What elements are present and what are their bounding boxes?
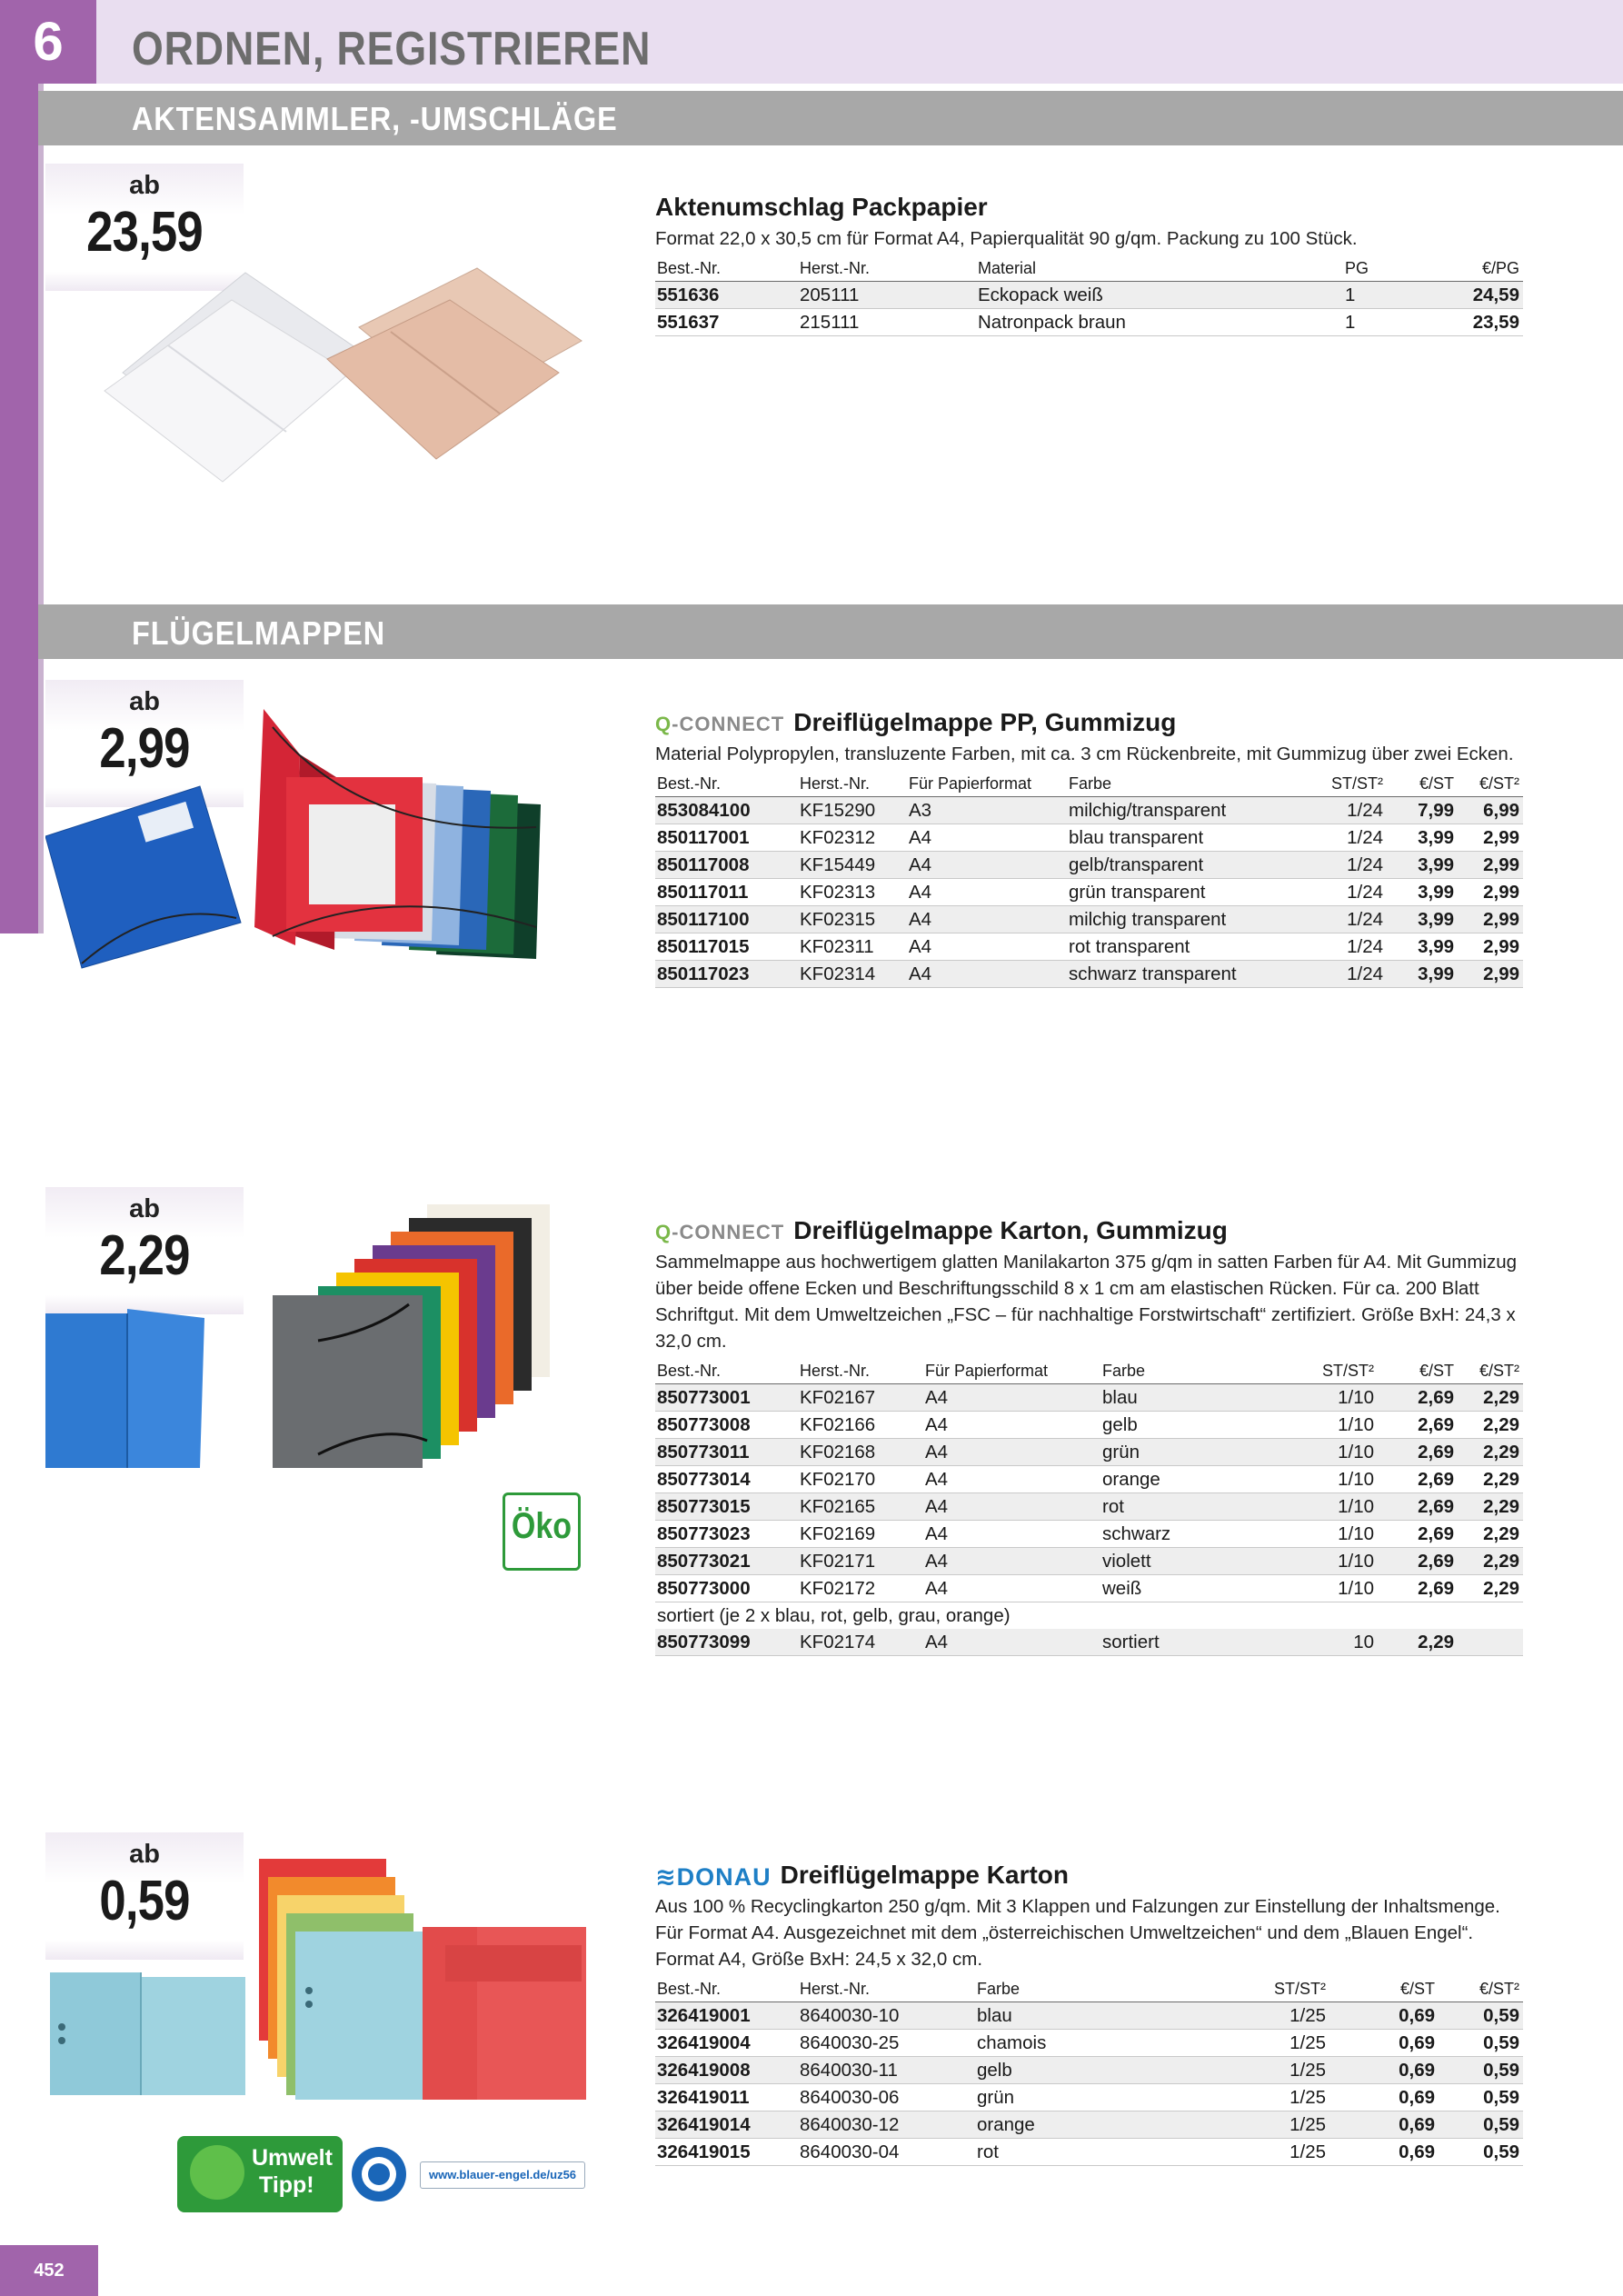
table-cell: 1/24 [1305, 797, 1387, 824]
table-row [655, 1575, 1523, 1602]
table-cell: 1/24 [1305, 961, 1387, 988]
table-row [655, 824, 1523, 852]
spec-table [655, 1976, 1523, 2166]
table-cell: KF02166 [798, 1412, 923, 1439]
table-cell: 8640030-06 [798, 2084, 975, 2111]
table-cell: KF02313 [798, 879, 907, 906]
table-cell: 3,99 [1387, 961, 1458, 988]
column-header: ST/ST² [1305, 771, 1387, 797]
table-cell: blau [1100, 1384, 1282, 1412]
cell: Eckopack weiß [976, 282, 1343, 309]
table-cell: 2,69 [1378, 1466, 1458, 1493]
table-cell [1458, 1629, 1523, 1656]
table-cell: 0,59 [1439, 2002, 1523, 2030]
table-row [655, 1439, 1523, 1466]
column-header: ST/ST² [1211, 1976, 1329, 2002]
table-cell: 8640030-12 [798, 2111, 975, 2139]
table-row [655, 906, 1523, 933]
cell: 23,59 [1423, 309, 1523, 336]
table-cell: 8640030-10 [798, 2002, 975, 2030]
cell: 205111 [798, 282, 976, 309]
column-header: Best.-Nr. [655, 771, 798, 797]
table-cell: 850117008 [655, 852, 798, 879]
table-cell: grün transparent [1067, 879, 1305, 906]
table-row [655, 309, 1523, 336]
column-header: Für Papierformat [923, 1358, 1100, 1384]
side-bar [0, 84, 38, 933]
price-value: 0,59 [99, 1870, 190, 1932]
table-cell: 850773015 [655, 1493, 798, 1521]
table-cell: A4 [923, 1629, 1100, 1656]
table-cell: grün [975, 2084, 1211, 2111]
table-cell: 1/10 [1282, 1493, 1378, 1521]
table-cell: A4 [907, 933, 1067, 961]
column-header: Farbe [975, 1976, 1211, 2002]
table-cell: 2,99 [1458, 824, 1523, 852]
product-description: Format 22,0 x 30,5 cm für Format A4, Papierqualität 90 g/qm. Packung zu 100 Stück. [655, 228, 1358, 249]
table-cell: 850773021 [655, 1548, 798, 1575]
table-cell: 10 [1282, 1629, 1378, 1656]
product-image-aktenumschlag [86, 264, 586, 491]
table-cell: 1/24 [1305, 933, 1387, 961]
umwelt-tipp-label: Tipp! [259, 2172, 314, 2198]
table-cell: grün [1100, 1439, 1282, 1466]
table-cell: milchig/transparent [1067, 797, 1305, 824]
product-title-line [655, 706, 1523, 739]
cell: 24,59 [1423, 282, 1523, 309]
table-cell: 1/10 [1282, 1575, 1378, 1602]
table-cell: 2,99 [1458, 852, 1523, 879]
spec-table [655, 1358, 1523, 1656]
column-header: Farbe [1067, 771, 1305, 797]
table-cell: 1/25 [1211, 2057, 1329, 2084]
table-cell: 1/25 [1211, 2002, 1329, 2030]
table-cell: KF02315 [798, 906, 907, 933]
table-cell: chamois [975, 2030, 1211, 2057]
table-cell: 850773099 [655, 1629, 798, 1656]
table-row [655, 2084, 1523, 2111]
table-header [655, 1976, 1523, 2002]
table-row [655, 879, 1523, 906]
page-number: 452 [0, 2245, 98, 2296]
table-cell: 1/24 [1305, 824, 1387, 852]
column-header: €/PG [1423, 255, 1523, 282]
table-cell: orange [1100, 1466, 1282, 1493]
column-header: Herst.-Nr. [798, 255, 976, 282]
table-cell: 1/24 [1305, 906, 1387, 933]
table-cell: 850773008 [655, 1412, 798, 1439]
table-cell: 850117011 [655, 879, 798, 906]
price-prefix: ab [129, 1194, 160, 1223]
table-cell: 2,69 [1378, 1521, 1458, 1548]
table-row [655, 2030, 1523, 2057]
price-value: 2,29 [99, 1224, 190, 1287]
table-cell: 1/25 [1211, 2139, 1329, 2166]
table-cell: gelb [975, 2057, 1211, 2084]
table-cell: 1/25 [1211, 2084, 1329, 2111]
table-row [655, 282, 1523, 309]
product-donau-mappe [655, 1859, 1523, 2166]
price-prefix: ab [129, 687, 160, 716]
cell: 551636 [655, 282, 798, 309]
table-header [655, 771, 1523, 797]
table-row [655, 1548, 1523, 1575]
table-cell: 8640030-25 [798, 2030, 975, 2057]
product-image-dreifluegelmappe-pp [45, 700, 591, 973]
column-header: Best.-Nr. [655, 1358, 798, 1384]
table-cell: 2,29 [1458, 1439, 1523, 1466]
cell: 215111 [798, 309, 976, 336]
column-header: €/ST [1329, 1976, 1439, 2002]
table-cell: 3,99 [1387, 879, 1458, 906]
table-cell: A4 [907, 906, 1067, 933]
product-title: Dreiflügelmappe Karton, Gummizug [793, 1216, 1228, 1244]
table-cell: 2,29 [1378, 1629, 1458, 1656]
table-cell: A3 [907, 797, 1067, 824]
product-image-donau-mappe [45, 1854, 591, 2100]
price-prefix: ab [129, 1840, 160, 1869]
table-row [655, 797, 1523, 824]
table-cell: 326419001 [655, 2002, 798, 2030]
table-cell: A4 [923, 1412, 1100, 1439]
table-cell: 2,29 [1458, 1521, 1523, 1548]
table-cell: 1/10 [1282, 1439, 1378, 1466]
q-connect-logo: Q-CONNECT [655, 712, 785, 735]
table-cell: 2,69 [1378, 1548, 1458, 1575]
product-dreifluegelmappe-pp [655, 706, 1523, 988]
product-title: Aktenumschlag Packpapier [655, 193, 988, 221]
column-header: €/ST² [1458, 771, 1523, 797]
table-cell: 326419008 [655, 2057, 798, 2084]
table-cell: 2,99 [1458, 879, 1523, 906]
chapter-number: 6 [0, 0, 96, 84]
table-cell: 7,99 [1387, 797, 1458, 824]
column-header: €/ST² [1439, 1976, 1523, 2002]
table-row [655, 2139, 1523, 2166]
table-header [655, 1358, 1523, 1384]
product-description: Material Polypropylen, transluzente Farben, mit ca. 3 cm Rückenbreite, mit Gummizug über zwei Ecken. [655, 744, 1514, 764]
table-cell: schwarz transparent [1067, 961, 1305, 988]
table-cell: KF02169 [798, 1521, 923, 1548]
table-cell: 2,29 [1458, 1412, 1523, 1439]
table-cell: milchig transparent [1067, 906, 1305, 933]
table-cell: 1/25 [1211, 2111, 1329, 2139]
table-cell: blau transparent [1067, 824, 1305, 852]
price-value: 2,99 [99, 717, 190, 780]
table-cell: A4 [907, 852, 1067, 879]
section-title-fluegelmappen: FLÜGELMAPPEN [132, 614, 386, 652]
column-header: PG [1343, 255, 1423, 282]
table-cell: 1/10 [1282, 1548, 1378, 1575]
table-cell: 1/10 [1282, 1384, 1378, 1412]
table-row [655, 961, 1523, 988]
spec-table [655, 255, 1523, 336]
column-header: Herst.-Nr. [798, 1976, 975, 2002]
table-cell: 2,29 [1458, 1575, 1523, 1602]
table-cell: KF02172 [798, 1575, 923, 1602]
column-header: Herst.-Nr. [798, 771, 907, 797]
table-cell: KF02174 [798, 1629, 923, 1656]
table-cell: A4 [923, 1493, 1100, 1521]
table-cell: 8640030-11 [798, 2057, 975, 2084]
product-title-line [655, 1214, 1523, 1247]
umwelt-tipp-label: Umwelt [252, 2145, 333, 2171]
table-row [655, 1629, 1523, 1656]
table-cell: KF15290 [798, 797, 907, 824]
column-header: €/ST [1378, 1358, 1458, 1384]
table-cell: 0,69 [1329, 2030, 1439, 2057]
cell: Natronpack braun [976, 309, 1343, 336]
table-cell: 2,69 [1378, 1493, 1458, 1521]
column-header: Best.-Nr. [655, 1976, 798, 2002]
table-cell: KF02314 [798, 961, 907, 988]
table-cell: A4 [923, 1384, 1100, 1412]
table-row [655, 1493, 1523, 1521]
column-header: Farbe [1100, 1358, 1282, 1384]
table-cell: rot transparent [1067, 933, 1305, 961]
table-cell: 850773023 [655, 1521, 798, 1548]
table-cell: 0,69 [1329, 2002, 1439, 2030]
table-cell: 850773014 [655, 1466, 798, 1493]
oeko-badge [503, 1492, 581, 1571]
table-cell: 8640030-04 [798, 2139, 975, 2166]
table-cell: 0,69 [1329, 2111, 1439, 2139]
table-cell: 326419015 [655, 2139, 798, 2166]
oeko-badge-label: Öko [511, 1506, 573, 1546]
column-header: €/ST [1387, 771, 1458, 797]
table-cell: 2,29 [1458, 1466, 1523, 1493]
table-cell: 0,59 [1439, 2084, 1523, 2111]
table-cell: 1/10 [1282, 1466, 1378, 1493]
table-cell: KF02311 [798, 933, 907, 961]
column-header: ST/ST² [1282, 1358, 1378, 1384]
table-cell: KF02165 [798, 1493, 923, 1521]
price-prefix: ab [129, 171, 160, 200]
table-row [655, 1412, 1523, 1439]
table-cell: 2,99 [1458, 933, 1523, 961]
table-cell: 1/10 [1282, 1412, 1378, 1439]
table-cell: 3,99 [1387, 852, 1458, 879]
table-cell: 2,29 [1458, 1493, 1523, 1521]
table-cell: 2,69 [1378, 1439, 1458, 1466]
column-header: €/ST² [1458, 1358, 1523, 1384]
cell: 551637 [655, 309, 798, 336]
table-cell: 3,99 [1387, 824, 1458, 852]
table-cell: 326419011 [655, 2084, 798, 2111]
table-cell: 0,59 [1439, 2139, 1523, 2166]
table-cell: violett [1100, 1548, 1282, 1575]
column-header: Für Papierformat [907, 771, 1067, 797]
table-row [655, 852, 1523, 879]
table-cell: 0,69 [1329, 2057, 1439, 2084]
table-cell: rot [975, 2139, 1211, 2166]
table-cell: KF15449 [798, 852, 907, 879]
product-title: Dreiflügelmappe PP, Gummizug [793, 708, 1177, 736]
table-cell: A4 [923, 1575, 1100, 1602]
table-cell: 0,59 [1439, 2030, 1523, 2057]
product-dreifluegelmappe-karton [655, 1214, 1523, 1656]
table-row [655, 2057, 1523, 2084]
table-cell: A4 [923, 1521, 1100, 1548]
table-cell: A4 [923, 1439, 1100, 1466]
table-cell: 0,59 [1439, 2111, 1523, 2139]
cell: 1 [1343, 282, 1423, 309]
q-connect-logo: Q-CONNECT [655, 1220, 785, 1243]
table-row [655, 2111, 1523, 2139]
side-bar-edge [38, 84, 44, 933]
table-cell: KF02168 [798, 1439, 923, 1466]
checkmark-icon [190, 2145, 244, 2200]
umwelt-tipp-badge [177, 2136, 343, 2212]
table-cell: 853084100 [655, 797, 798, 824]
table-cell: A4 [907, 824, 1067, 852]
table-cell: A4 [923, 1466, 1100, 1493]
table-cell: 850117023 [655, 961, 798, 988]
table-cell: 2,69 [1378, 1412, 1458, 1439]
table-header [655, 255, 1523, 282]
table-cell: 326419014 [655, 2111, 798, 2139]
table-row [655, 1466, 1523, 1493]
table-cell: A4 [923, 1548, 1100, 1575]
table-cell: A4 [907, 961, 1067, 988]
blauer-engel-icon [350, 2145, 408, 2203]
table-cell: 0,59 [1439, 2057, 1523, 2084]
cell: 1 [1343, 309, 1423, 336]
table-cell: 0,69 [1329, 2084, 1439, 2111]
table-cell: 850773011 [655, 1439, 798, 1466]
table-cell: schwarz [1100, 1521, 1282, 1548]
table-note-row [655, 1602, 1523, 1630]
table-cell: 326419004 [655, 2030, 798, 2057]
table-cell: 850117015 [655, 933, 798, 961]
table-cell: 0,69 [1329, 2139, 1439, 2166]
table-cell: 1/24 [1305, 852, 1387, 879]
table-cell: KF02167 [798, 1384, 923, 1412]
table-cell: 1/24 [1305, 879, 1387, 906]
table-row [655, 1521, 1523, 1548]
product-title-line [655, 1859, 1523, 1892]
table-cell: blau [975, 2002, 1211, 2030]
table-cell: orange [975, 2111, 1211, 2139]
column-header: Best.-Nr. [655, 255, 798, 282]
table-cell: 850773000 [655, 1575, 798, 1602]
table-cell: 6,99 [1458, 797, 1523, 824]
table-cell: 850773001 [655, 1384, 798, 1412]
table-cell: 850117100 [655, 906, 798, 933]
product-description: Sammelmappe aus hochwertigem glatten Manilakarton 375 g/qm in satten Farben für A4. Mit Gummizug über beide offene Ecken und Beschriftungsschild 8 x 1 cm am elastischen Rücken. Für ca. 200 Blatt Schriftgut. Mit dem Umweltzeichen „FSC – für nachhaltige Forstwirtschaft“ zertifiziert. Größe BxH: 24,3 x 32,0 cm. [655, 1252, 1518, 1352]
table-cell: gelb/transparent [1067, 852, 1305, 879]
product-title: Dreiflügelmappe Karton [780, 1861, 1070, 1889]
table-cell: 2,29 [1458, 1384, 1523, 1412]
blauer-engel-url: www.blauer-engel.de/uz56 [420, 2161, 585, 2189]
product-description: Aus 100 % Recyclingkarton 250 g/qm. Mit 3 Klappen und Falzungen zur Einstellung der Inhaltsmenge. Für Format A4. Ausgezeichnet mit dem „österreichischen Umweltzeichen“ und dem „Blauen Engel“. Format A4, Größe BxH: 24,5 x 32,0 cm. [655, 1896, 1500, 1970]
table-cell: 3,99 [1387, 906, 1458, 933]
table-cell: sortiert [1100, 1629, 1282, 1656]
table-row [655, 2002, 1523, 2030]
product-image-dreifluegelmappe-karton [45, 1195, 591, 1468]
table-cell: 2,99 [1458, 906, 1523, 933]
section-title-aktensammler: AKTENSAMMLER, -UMSCHLÄGE [132, 100, 618, 137]
donau-logo: ≋DONAU [655, 1862, 772, 1891]
table-cell: 850117001 [655, 824, 798, 852]
table-cell: 2,69 [1378, 1575, 1458, 1602]
column-header: Herst.-Nr. [798, 1358, 923, 1384]
column-header: Material [976, 255, 1343, 282]
table-cell: 2,69 [1378, 1384, 1458, 1412]
chapter-title: ORDNEN, REGISTRIEREN [132, 23, 652, 75]
price-value: 23,59 [86, 201, 203, 264]
table-cell: weiß [1100, 1575, 1282, 1602]
table-cell: 1/10 [1282, 1521, 1378, 1548]
table-row [655, 933, 1523, 961]
table-cell: KF02171 [798, 1548, 923, 1575]
table-cell: 2,29 [1458, 1548, 1523, 1575]
table-cell: gelb [1100, 1412, 1282, 1439]
table-cell: 3,99 [1387, 933, 1458, 961]
table-cell: rot [1100, 1493, 1282, 1521]
table-cell: 1/25 [1211, 2030, 1329, 2057]
spec-table [655, 771, 1523, 988]
table-cell: 2,99 [1458, 961, 1523, 988]
product-aktenumschlag [655, 191, 1523, 336]
table-cell: KF02312 [798, 824, 907, 852]
table-note: sortiert (je 2 x blau, rot, gelb, grau, orange) [655, 1602, 1523, 1630]
table-cell: KF02170 [798, 1466, 923, 1493]
table-row [655, 1384, 1523, 1412]
table-cell: A4 [907, 879, 1067, 906]
